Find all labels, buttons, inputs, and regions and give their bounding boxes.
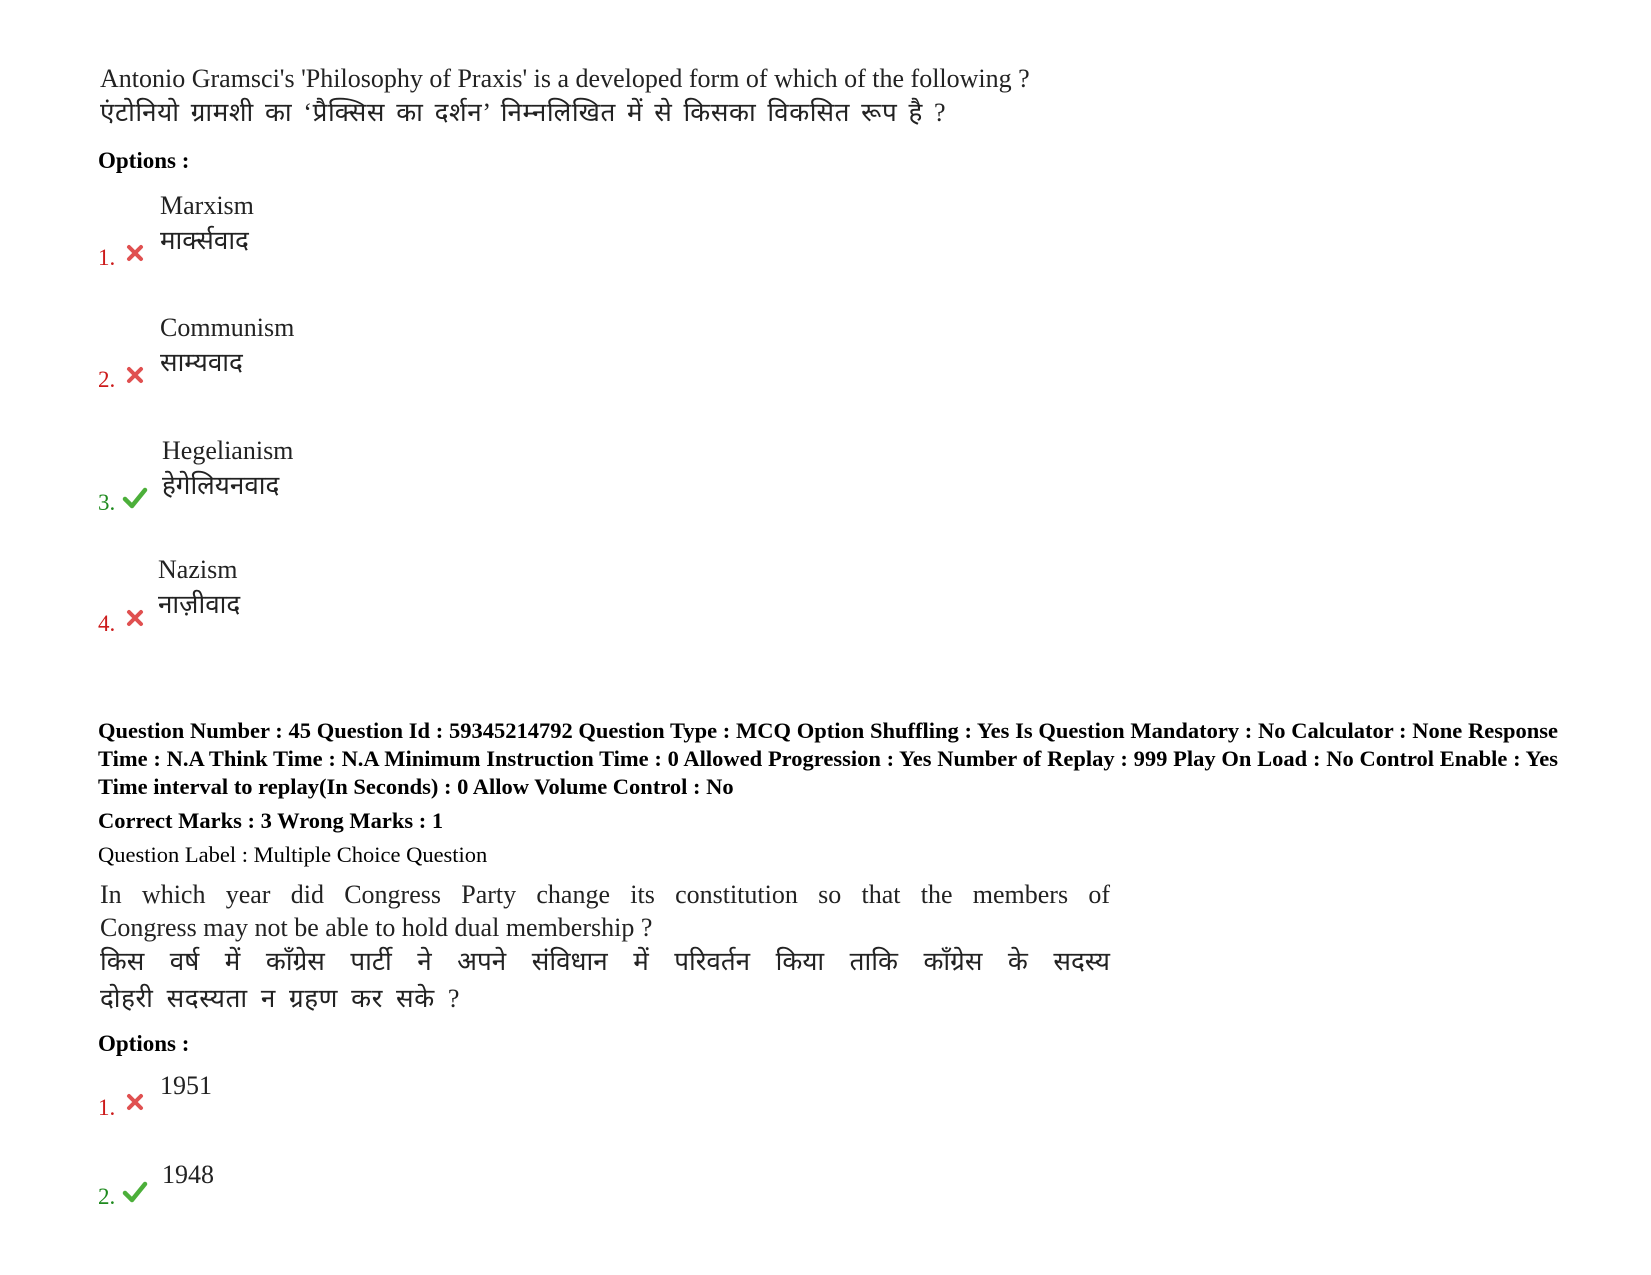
cross-icon [124, 242, 146, 264]
question-44-text-en: Antonio Gramsci's 'Philosophy of Praxis' is a developed form of which of the following ? [100, 64, 1030, 93]
option-1-number: 1. [98, 245, 116, 270]
option-2-text-hi: साम्यवाद [160, 348, 243, 377]
option-3-number: 3. [98, 490, 116, 515]
option-2-number: 2. [98, 1184, 116, 1209]
option-1-text-hi: मार्क्सवाद [160, 226, 249, 255]
options-label: Options : [98, 1031, 190, 1056]
option-4-text-en: Nazism [158, 555, 238, 584]
question-45-text-en-line2: Congress may not be able to hold dual membership ? [100, 913, 653, 942]
cross-icon [124, 1091, 146, 1113]
check-icon [122, 1180, 148, 1204]
option-4-number: 4. [98, 611, 116, 636]
question-44-text-hi: एंटोनियो ग्रामशी का ‘प्रैक्सिस का दर्शन’ निम्नलिखित में से किसका विकसित रूप है ? [100, 98, 947, 127]
question-45-text-en-line1: In which year did Congress Party change its constitution so that the members of [100, 880, 1110, 909]
question-45-label: Question Label : Multiple Choice Question [98, 842, 488, 867]
option-4-text-hi: नाज़ीवाद [158, 590, 241, 619]
options-label: Options : [98, 148, 190, 173]
question-45-marks: Correct Marks : 3 Wrong Marks : 1 [98, 808, 444, 833]
option-3-text-hi: हेगेलियनवाद [162, 471, 280, 500]
option-3-text-en: Hegelianism [162, 436, 294, 465]
option-1-value: 1951 [160, 1071, 212, 1100]
cross-icon [124, 607, 146, 629]
question-45-text-hi-line2: दोहरी सदस्यता न ग्रहण कर सके ? [100, 984, 461, 1013]
option-1-text-en: Marxism [160, 191, 254, 220]
option-1-number: 1. [98, 1095, 116, 1120]
option-2-number: 2. [98, 367, 116, 392]
cross-icon [124, 364, 146, 386]
check-icon [122, 486, 148, 510]
option-2-text-en: Communism [160, 313, 295, 342]
question-45-metadata: Question Number : 45 Question Id : 59345214792 Question Type : MCQ Option Shuffling : Yes Is Question Mandatory : No Calculator : None Response Time : N.A Think Time : N.A Minimum Instruction Time : 0 Allowed Progression : Yes Number of Replay : 999 Play On Load : No Control Enable : Yes Time interval to replay(In Seconds) : 0 Allow Volume Control : No [98, 718, 1558, 799]
question-45-text-hi-line1: किस वर्ष में काँग्रेस पार्टी ने अपने संविधान में परिवर्तन किया ताकि काँग्रेस के सदस्य [100, 947, 1110, 976]
option-2-value: 1948 [162, 1160, 214, 1189]
